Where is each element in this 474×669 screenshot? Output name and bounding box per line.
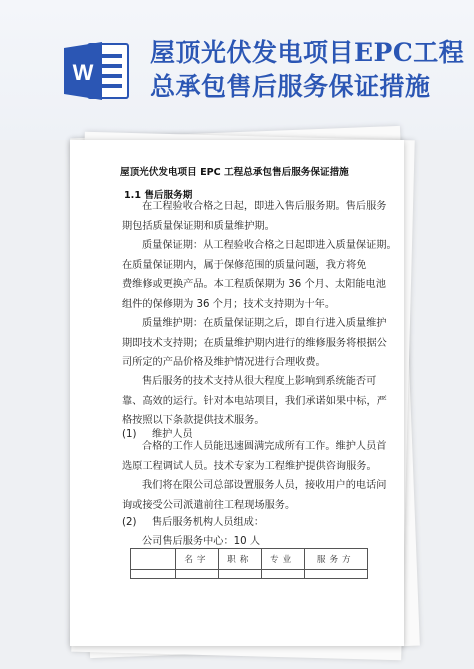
- table-header-cell: 职称: [218, 549, 261, 570]
- list-number: (1): [122, 429, 137, 440]
- table-cell: [218, 570, 261, 579]
- table-cell: [131, 570, 176, 579]
- text-line: 质量保证期：从工程验收合格之日起即进入质量保证期。: [142, 240, 397, 251]
- table-header-cell: 服务方: [304, 549, 367, 570]
- table-cell: [304, 570, 367, 579]
- text-line: 期即技术支持期；在质量维护期内进行的维修服务将根据公: [122, 337, 387, 349]
- table-cell: [261, 570, 304, 579]
- table-header-cell: 专业: [261, 549, 304, 570]
- list-label: 维护人员: [152, 429, 193, 440]
- table-cell: [131, 549, 176, 570]
- text-line: 费维修或更换产品。本工程质保期为 36 个月、太阳能电池: [122, 279, 386, 291]
- text-line: 质量维护期：在质量保证期之后，即自行进入质量维护: [142, 318, 387, 329]
- table-cell: [176, 570, 219, 579]
- text-line: 选原工程调试人员。技术专家为工程维护提供咨询服务。: [122, 460, 377, 472]
- paragraph: [122, 476, 387, 515]
- paragraph: [122, 314, 387, 373]
- list-number: (2): [122, 517, 137, 528]
- text-line: 期包括质量保证期和质量维护期。: [122, 220, 275, 232]
- text-line: 组件的保修期为 36 个月；技术支持期为十年。: [122, 298, 336, 310]
- document-page: [70, 140, 404, 646]
- list-label: 售后服务机构人员组成：: [152, 517, 265, 528]
- svg-text:W: W: [72, 60, 94, 85]
- text-line: 询或接受公司派遣前往工程现场服务。: [122, 499, 296, 511]
- page-title: [150, 36, 465, 104]
- title-line-1: 屋顶光伏发电项目EPC工程: [150, 38, 465, 67]
- text-line: 靠、高效的运行。针对本电站项目，我们承诺如果中标，严: [122, 395, 387, 407]
- text-line: 售后服务的技术支持从很大程度上影响到系统能否可: [142, 376, 377, 387]
- document-title: 屋顶光伏发电项目 EPC 工程总承包售后服务保证措施: [120, 167, 349, 178]
- text-line: 在工程验收合格之日起，即进入售后服务期。售后服务: [142, 201, 387, 212]
- paragraph: [122, 437, 387, 476]
- text-line: 合格的工作人员能迅速圆满完成所有工作。维护人员首: [142, 441, 387, 452]
- table-header-row: [131, 549, 368, 570]
- text-line: 我们将在限公司总部设置服务人员，接收用户的电话问: [142, 480, 387, 491]
- table-header-cell: 名字: [176, 549, 219, 570]
- staff-table: [130, 548, 368, 579]
- paragraph: [122, 197, 387, 236]
- list-item: [122, 513, 264, 528]
- text-line: 司所定的产品价格及维护情况进行合理收费。: [122, 357, 326, 369]
- title-line-2: 总承包售后服务保证措施: [150, 72, 431, 101]
- text-line: 在质量保证期内，属于保修范围的质量问题，我方将免: [122, 259, 367, 271]
- service-center-line: 公司售后服务中心：10 人: [142, 536, 261, 547]
- section-heading: 1.1 售后服务期: [124, 190, 193, 201]
- table-row: [131, 570, 368, 579]
- paragraph: [122, 372, 387, 431]
- word-icon: [62, 40, 132, 102]
- text-line: 格按照以下条款提供技术服务。: [122, 415, 265, 427]
- paragraph: [122, 236, 397, 314]
